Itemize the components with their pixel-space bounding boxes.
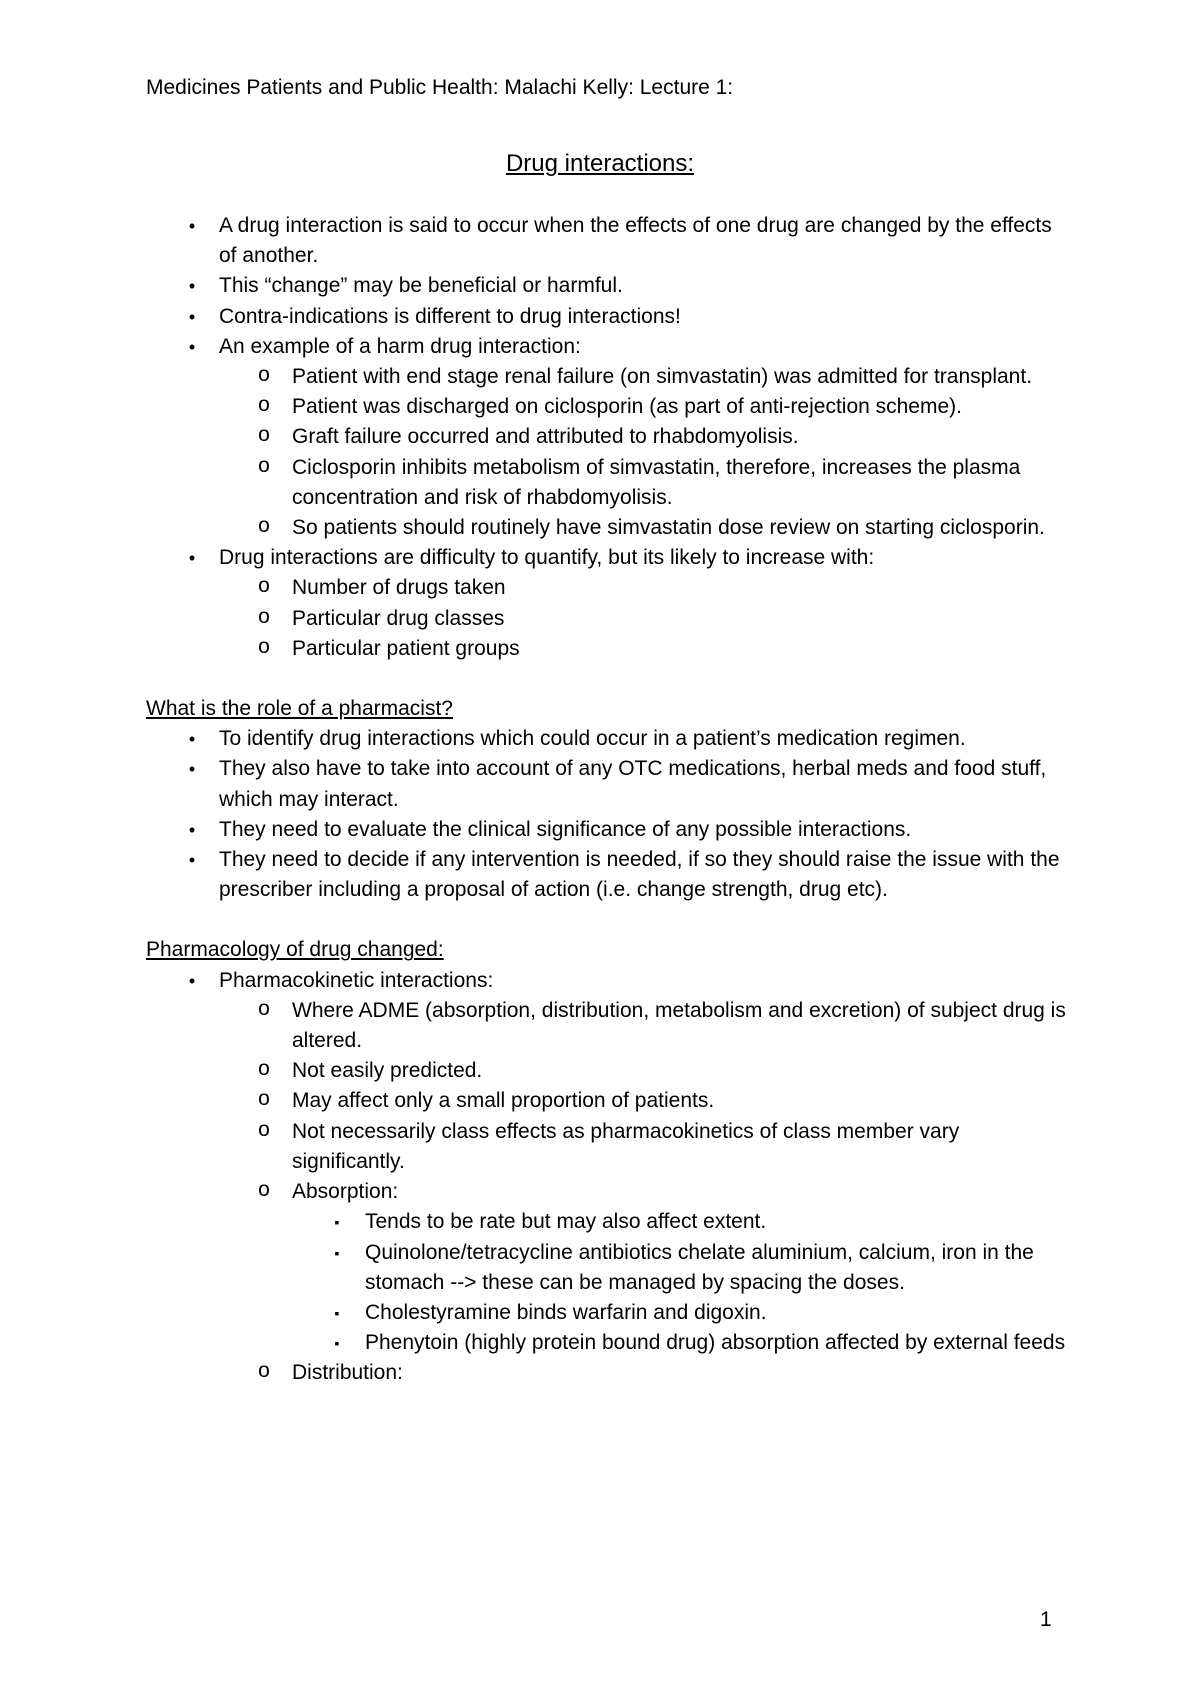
sub-list-item: [219, 1177, 1066, 1358]
list-item: [146, 271, 1066, 301]
sub-sub-list-item: [292, 1238, 1066, 1298]
sub-sub-list-item: [292, 1328, 1066, 1358]
list-item-text: Patient with end stage renal failure (on simvastatin) was admitted for transplant.: [292, 365, 1033, 389]
bullet-marker: •: [188, 306, 196, 327]
circle-marker: o: [258, 1057, 270, 1081]
page-number: 1: [1040, 1608, 1052, 1631]
pharmacology-list: [146, 966, 1066, 1389]
list-item-text: Particular patient groups: [292, 636, 520, 660]
bullet-marker: •: [188, 216, 196, 236]
list-item-text: Quinolone/tetracycline antibiotics chelate aluminium, calcium, iron in the stomach --> these can be managed by spacing the doses.: [365, 1240, 1034, 1294]
sub-list-item: [219, 362, 1066, 392]
list-item-text: Distribution:: [292, 1361, 403, 1385]
square-marker: ▪: [334, 1244, 340, 1261]
circle-marker: o: [258, 423, 270, 447]
document-body: [146, 211, 1066, 1389]
square-marker: ▪: [334, 1335, 340, 1352]
list-item-text: They need to decide if any intervention is needed, if so they should raise the issue with the prescriber including a proposal of action (i.e. change strength, drug etc).: [219, 848, 1060, 902]
bullet-marker: •: [188, 729, 196, 750]
bullet-marker: •: [188, 850, 196, 871]
sub-list-item: [219, 1358, 1066, 1388]
list-item-text: Pharmacokinetic interactions:: [219, 968, 494, 992]
circle-marker: o: [258, 453, 270, 477]
quantify-list: [219, 573, 1066, 664]
bullet-marker: •: [188, 276, 196, 297]
list-item: [146, 543, 1066, 664]
circle-marker: o: [258, 393, 270, 417]
circle-marker: o: [258, 1087, 270, 1111]
circle-marker: o: [258, 514, 270, 538]
intro-list: [146, 211, 1066, 664]
pharmacokinetic-list: [219, 996, 1066, 1389]
circle-marker: o: [258, 996, 270, 1020]
list-item: [146, 332, 1066, 543]
circle-marker: o: [258, 363, 270, 387]
section-heading-pharmacology: Pharmacology of drug changed:: [146, 938, 444, 962]
list-item-text: May affect only a small proportion of patients.: [292, 1089, 715, 1113]
bullet-marker: •: [188, 759, 196, 780]
circle-marker: o: [258, 604, 270, 628]
list-item: [146, 754, 1066, 814]
sub-list-item: [219, 604, 1066, 634]
list-item: [146, 724, 1066, 754]
sub-list-item: [219, 634, 1066, 664]
list-item-text: They need to evaluate the clinical significance of any possible interactions.: [219, 817, 912, 841]
list-item-text: An example of a harm drug interaction:: [219, 334, 581, 358]
circle-marker: o: [258, 1117, 270, 1141]
list-item-text: Phenytoin (highly protein bound drug) absorption affected by external feeds: [365, 1331, 1066, 1355]
sub-list-item: [219, 513, 1066, 543]
list-item: [146, 815, 1066, 845]
sub-list-item: [219, 453, 1066, 513]
list-item: [146, 211, 1066, 271]
pharmacist-list: [146, 724, 1066, 905]
bullet-marker: •: [188, 336, 196, 357]
list-item-text: Ciclosporin inhibits metabolism of simvastatin, therefore, increases the plasma concentration and risk of rhabdomyolisis.: [292, 455, 1021, 509]
sub-list-item: [219, 573, 1066, 603]
list-item-text: Absorption:: [292, 1180, 399, 1204]
circle-marker: o: [258, 1359, 270, 1383]
sub-list-item: [219, 996, 1066, 1056]
sub-sub-list-item: [292, 1207, 1066, 1237]
sub-list-item: [219, 1086, 1066, 1116]
list-item-text: This “change” may be beneficial or harmful.: [219, 274, 623, 298]
circle-marker: o: [258, 574, 270, 598]
sub-sub-list-item: [292, 1298, 1066, 1328]
list-item-text: Not easily predicted.: [292, 1059, 483, 1083]
square-marker: ▪: [334, 1304, 340, 1321]
list-item-text: Tends to be rate but may also affect extent.: [365, 1210, 767, 1234]
sub-list-item: [219, 422, 1066, 452]
circle-marker: o: [258, 1178, 270, 1202]
list-item: [146, 966, 1066, 1389]
list-item-text: Patient was discharged on ciclosporin (as part of anti-rejection scheme).: [292, 395, 962, 419]
list-item-text: Not necessarily class effects as pharmacokinetics of class member vary significantly.: [292, 1119, 960, 1173]
list-item-text: A drug interaction is said to occur when the effects of one drug are changed by the effects of another.: [219, 214, 1052, 268]
sub-list-item: [219, 1117, 1066, 1177]
list-item-text: Where ADME (absorption, distribution, metabolism and excretion) of subject drug is altered.: [292, 998, 1066, 1053]
page-title: Drug interactions:: [505, 150, 695, 177]
circle-marker: o: [258, 634, 270, 658]
list-item: [146, 845, 1066, 905]
list-item-text: Number of drugs taken: [292, 576, 506, 600]
bullet-marker: •: [188, 819, 196, 840]
list-item-text: They also have to take into account of any OTC medications, herbal meds and food stuff, which may interact.: [219, 757, 1047, 811]
list-item-text: Drug interactions are difficulty to quantify, but its likely to increase with:: [219, 546, 875, 570]
bullet-marker: •: [188, 548, 196, 569]
document-header: Medicines Patients and Public Health: Malachi Kelly: Lecture 1:: [146, 76, 734, 99]
harm-example-list: [219, 362, 1066, 543]
bullet-marker: •: [188, 970, 196, 991]
list-item-text: Contra-indications is different to drug interactions!: [219, 304, 681, 328]
section-heading-pharmacist: What is the role of a pharmacist?: [146, 697, 453, 721]
square-marker: ▪: [334, 1214, 340, 1231]
absorption-list: [292, 1207, 1066, 1358]
list-item-text: To identify drug interactions which could occur in a patient’s medication regimen.: [219, 727, 966, 751]
list-item-text: Particular drug classes: [292, 606, 505, 630]
list-item-text: Graft failure occurred and attributed to rhabdomyolisis.: [292, 425, 799, 449]
list-item-text: Cholestyramine binds warfarin and digoxin.: [365, 1300, 767, 1324]
sub-list-item: [219, 1056, 1066, 1086]
list-item-text: So patients should routinely have simvastatin dose review on starting ciclosporin.: [292, 516, 1045, 540]
sub-list-item: [219, 392, 1066, 422]
list-item: [146, 302, 1066, 332]
